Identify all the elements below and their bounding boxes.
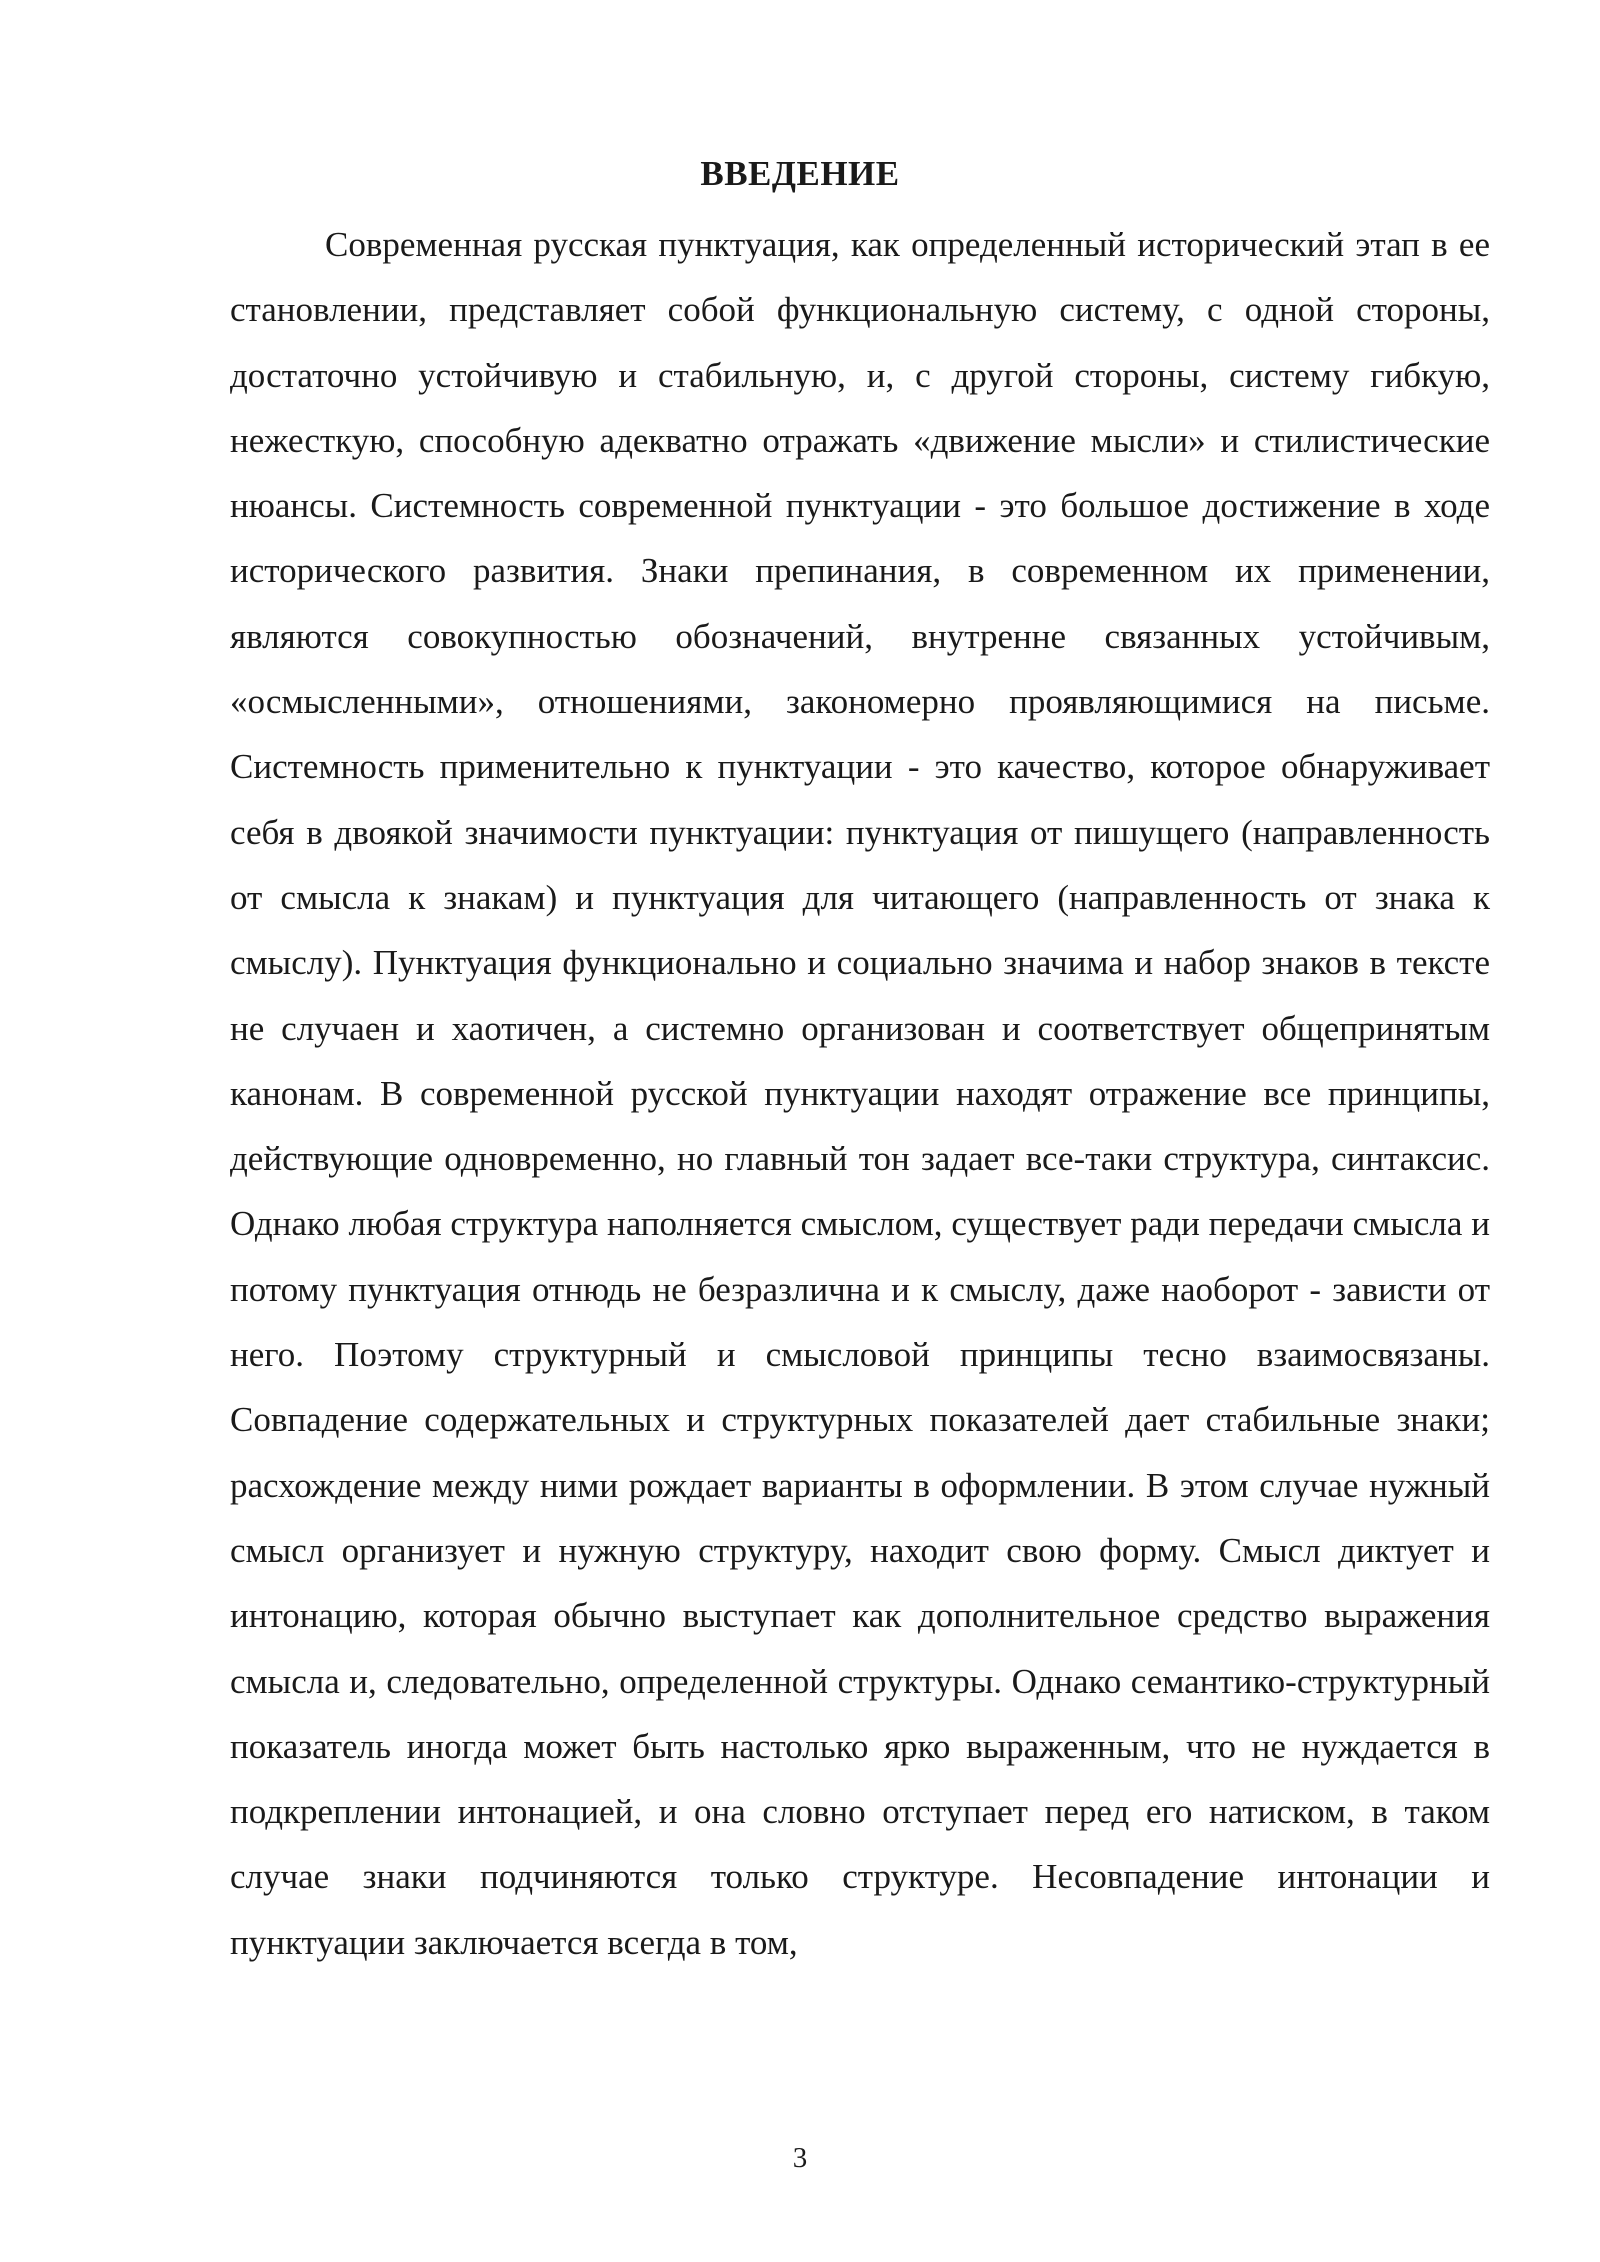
page-number: 3 bbox=[792, 2142, 808, 2174]
section-heading: ВВЕДЕНИЕ bbox=[700, 154, 900, 193]
body-paragraph: Современная русская пунктуация, как определенный исторический этап в ее становлении, представляет собой функциональную систему, с одной стороны, достаточно устойчивую и стабильную, и, с другой стороны, систему гибкую, нежесткую, способную адекватно отражать «движение мысли» и стилистические нюансы. Системность современной пунктуации - это большое достижение в ходе исторического развития. Знаки препинания, в современном их применении, являются совокупностью обозначений, внутренне связанных устойчивым, «осмысленными», отношениями, закономерно проявляющимися на письме. Системность применительно к пунктуации - это качество, которое обнаруживает себя в двоякой значимости пунктуации: пунктуация от пишущего (направленность от смысла к знакам) и пунктуация для читающего (направленность от знака к смыслу). Пунктуация функционально и социально значима и набор знаков в тексте не случаен и хаотичен, а системно организован и соответствует общепринятым канонам. В современной русской пунктуации находят отражение все принципы, действующие одновременно, но главный тон задает все-таки структура, синтаксис. Однако любая структура наполняется смыслом, существует ради передачи смысла и потому пунктуация отнюдь не безразлична и к смыслу, даже наоборот - зависти от него. Поэтому структурный и смысловой принципы тесно взаимосвязаны. Совпадение содержательных и структурных показателей дает стабильные знаки; расхождение между ними рождает варианты в оформлении. В этом случае нужный смысл организует и нужную структуру, находит свою форму. Смысл диктует и интонацию, которая обычно выступает как дополнительное средство выражения смысла и, следовательно, определенной структуры. Однако семантико-структурный показатель иногда может быть настолько ярко выраженным, что не нуждается в подкреплении интонацией, и она словно отступает перед его натиском, в таком случае знаки подчиняются только структуре. Несовпадение интонации и пунктуации заключается всегда в том, bbox=[230, 225, 1490, 1962]
